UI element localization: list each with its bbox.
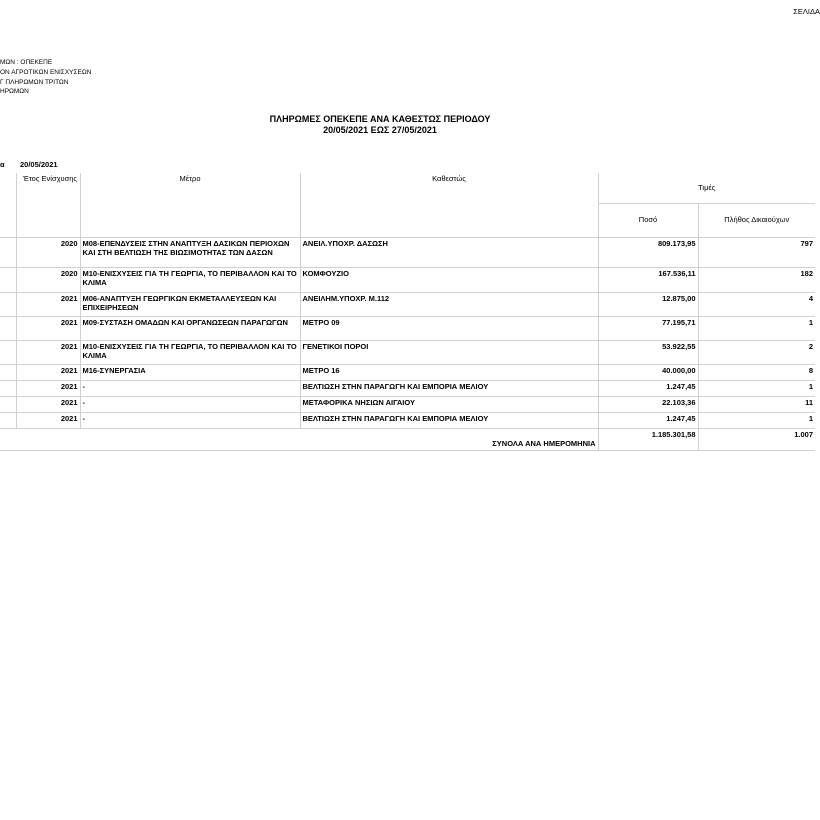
row-year: 2021 — [16, 412, 80, 428]
row-beneficiaries: 182 — [698, 267, 815, 292]
row-measure: - — [80, 396, 300, 412]
row-year: 2021 — [16, 316, 80, 340]
totals-amount: 1.185.301,58 — [598, 428, 698, 450]
row-measure: Μ10-ΕΝΙΣΧΥΣΕΙΣ ΓΙΑ ΤΗ ΓΕΩΡΓΙΑ, ΤΟ ΠΕΡΙΒΑΛΛΟΝ ΚΑΙ ΤΟ ΚΛΙΜΑ — [80, 340, 300, 364]
org-line-4: ΗΡΩΜΩΝ — [0, 88, 29, 95]
row-blank-cell — [0, 396, 16, 412]
row-regime: ΜΕΤΡΟ 16 — [300, 364, 598, 380]
table-row — [0, 340, 815, 364]
row-blank-cell — [0, 292, 16, 316]
row-amount: 40.000,00 — [598, 364, 698, 380]
row-year: 2021 — [16, 380, 80, 396]
header-year: Έτος Ενίσχυσης — [16, 173, 80, 237]
row-regime: ΓΕΝΕΤΙΚΟΙ ΠΟΡΟΙ — [300, 340, 598, 364]
header-values-group: Τιμές — [598, 173, 815, 203]
row-year: 2021 — [16, 292, 80, 316]
row-beneficiaries: 11 — [698, 396, 815, 412]
row-regime: ΜΕΤΡΟ 09 — [300, 316, 598, 340]
row-regime: ΑΝΕΙΛ.ΥΠΟΧΡ. ΔΑΣΩΣΗ — [300, 237, 598, 267]
row-blank-cell — [0, 267, 16, 292]
row-blank-cell — [0, 364, 16, 380]
row-blank-cell — [0, 412, 16, 428]
row-beneficiaries: 797 — [698, 237, 815, 267]
report-period: 20/05/2021 ΕΩΣ 27/05/2021 — [323, 125, 437, 135]
org-line-2: ΟΝ ΑΓΡΟΤΙΚΩΝ ΕΝΙΣΧΥΣΕΩΝ — [0, 69, 92, 76]
row-regime: ΒΕΛΤΙΩΣΗ ΣΤΗΝ ΠΑΡΑΓΩΓΗ ΚΑΙ ΕΜΠΟΡΙΑ ΜΕΛΙΟΥ — [300, 380, 598, 396]
table-row — [0, 396, 815, 412]
row-amount: 22.103,36 — [598, 396, 698, 412]
row-measure: - — [80, 380, 300, 396]
row-amount: 1.247,45 — [598, 380, 698, 396]
row-amount: 809.173,95 — [598, 237, 698, 267]
row-regime: ΚΟΜΦΟΥΖΙΟ — [300, 267, 598, 292]
row-blank-cell — [0, 340, 16, 364]
row-beneficiaries: 8 — [698, 364, 815, 380]
row-year: 2020 — [16, 267, 80, 292]
table-row — [0, 316, 815, 340]
row-measure: Μ06-ΑΝΑΠΤΥΞΗ ΓΕΩΡΓΙΚΩΝ ΕΚΜΕΤΑΛΛΕΥΣΕΩΝ ΚΑΙ ΕΠΙΧΕΙΡΗΣΕΩΝ — [80, 292, 300, 316]
page-label: ΣΕΛΙΔΑ — [793, 7, 820, 16]
row-measure: Μ10-ΕΝΙΣΧΥΣΕΙΣ ΓΙΑ ΤΗ ΓΕΩΡΓΙΑ, ΤΟ ΠΕΡΙΒΑΛΛΟΝ ΚΑΙ ΤΟ ΚΛΙΜΑ — [80, 267, 300, 292]
org-line-1: ΜΩΝ : ΟΠΕΚΕΠΕ — [0, 59, 53, 66]
table-row — [0, 364, 815, 380]
row-beneficiaries: 1 — [698, 316, 815, 340]
table-row — [0, 380, 815, 396]
table-header-row — [0, 173, 815, 203]
row-year: 2021 — [16, 340, 80, 364]
totals-row — [0, 428, 815, 450]
row-regime: ΜΕΤΑΦΟΡΙΚΑ ΝΗΣΙΩΝ ΑΙΓΑΙΟΥ — [300, 396, 598, 412]
date-label: α — [0, 160, 5, 169]
row-year: 2021 — [16, 364, 80, 380]
header-amount: Ποσό — [598, 203, 698, 237]
row-beneficiaries: 2 — [698, 340, 815, 364]
totals-label: ΣΥΝΟΛΑ ΑΝΑ ΗΜΕΡΟΜΗΝΙΑ — [0, 428, 598, 450]
row-measure: Μ09-ΣΥΣΤΑΣΗ ΟΜΑΔΩΝ ΚΑΙ ΟΡΓΑΝΩΣΕΩΝ ΠΑΡΑΓΩΓΩΝ — [80, 316, 300, 340]
header-measure: Μέτρο — [80, 173, 300, 237]
row-amount: 77.195,71 — [598, 316, 698, 340]
header-blank-cell — [0, 173, 16, 237]
row-regime: ΑΝΕΙΛΗΜ.ΥΠΟΧΡ. Μ.112 — [300, 292, 598, 316]
row-beneficiaries: 4 — [698, 292, 815, 316]
row-year: 2021 — [16, 396, 80, 412]
header-regime: Καθεστώς — [300, 173, 598, 237]
payments-table — [0, 173, 815, 451]
row-year: 2020 — [16, 237, 80, 267]
row-blank-cell — [0, 316, 16, 340]
header-beneficiaries: Πλήθος Δικαιούχων — [698, 203, 815, 237]
table-row — [0, 267, 815, 292]
row-beneficiaries: 1 — [698, 412, 815, 428]
row-measure: Μ08-ΕΠΕΝΔΥΣΕΙΣ ΣΤΗΝ ΑΝΑΠΤΥΞΗ ΔΑΣΙΚΩΝ ΠΕΡΙΟΧΩΝ ΚΑΙ ΣΤΗ ΒΕΛΤΙΩΣΗ ΤΗΣ ΒΙΩΣΙΜΟΤΗΤΑΣ ΤΩΝ ΔΑΣΩΝ — [80, 237, 300, 267]
row-amount: 53.922,55 — [598, 340, 698, 364]
report-title: ΠΛΗΡΩΜΕΣ ΟΠΕΚΕΠΕ ΑΝΑ ΚΑΘΕΣΤΩΣ ΠΕΡΙΟΔΟΥ — [269, 114, 491, 124]
row-amount: 167.536,11 — [598, 267, 698, 292]
date-value: 20/05/2021 — [20, 160, 58, 169]
row-regime: ΒΕΛΤΙΩΣΗ ΣΤΗΝ ΠΑΡΑΓΩΓΗ ΚΑΙ ΕΜΠΟΡΙΑ ΜΕΛΙΟΥ — [300, 412, 598, 428]
table-row — [0, 412, 815, 428]
row-blank-cell — [0, 380, 16, 396]
table-row — [0, 292, 815, 316]
row-measure: Μ16-ΣΥΝΕΡΓΑΣΙΑ — [80, 364, 300, 380]
row-measure: - — [80, 412, 300, 428]
row-amount: 1.247,45 — [598, 412, 698, 428]
totals-beneficiaries: 1.007 — [698, 428, 815, 450]
table-row — [0, 237, 815, 267]
row-amount: 12.875,00 — [598, 292, 698, 316]
org-line-3: Γ ΠΛΗΡΩΜΩΝ ΤΡΙΤΩΝ — [0, 79, 69, 86]
row-blank-cell — [0, 237, 16, 267]
row-beneficiaries: 1 — [698, 380, 815, 396]
